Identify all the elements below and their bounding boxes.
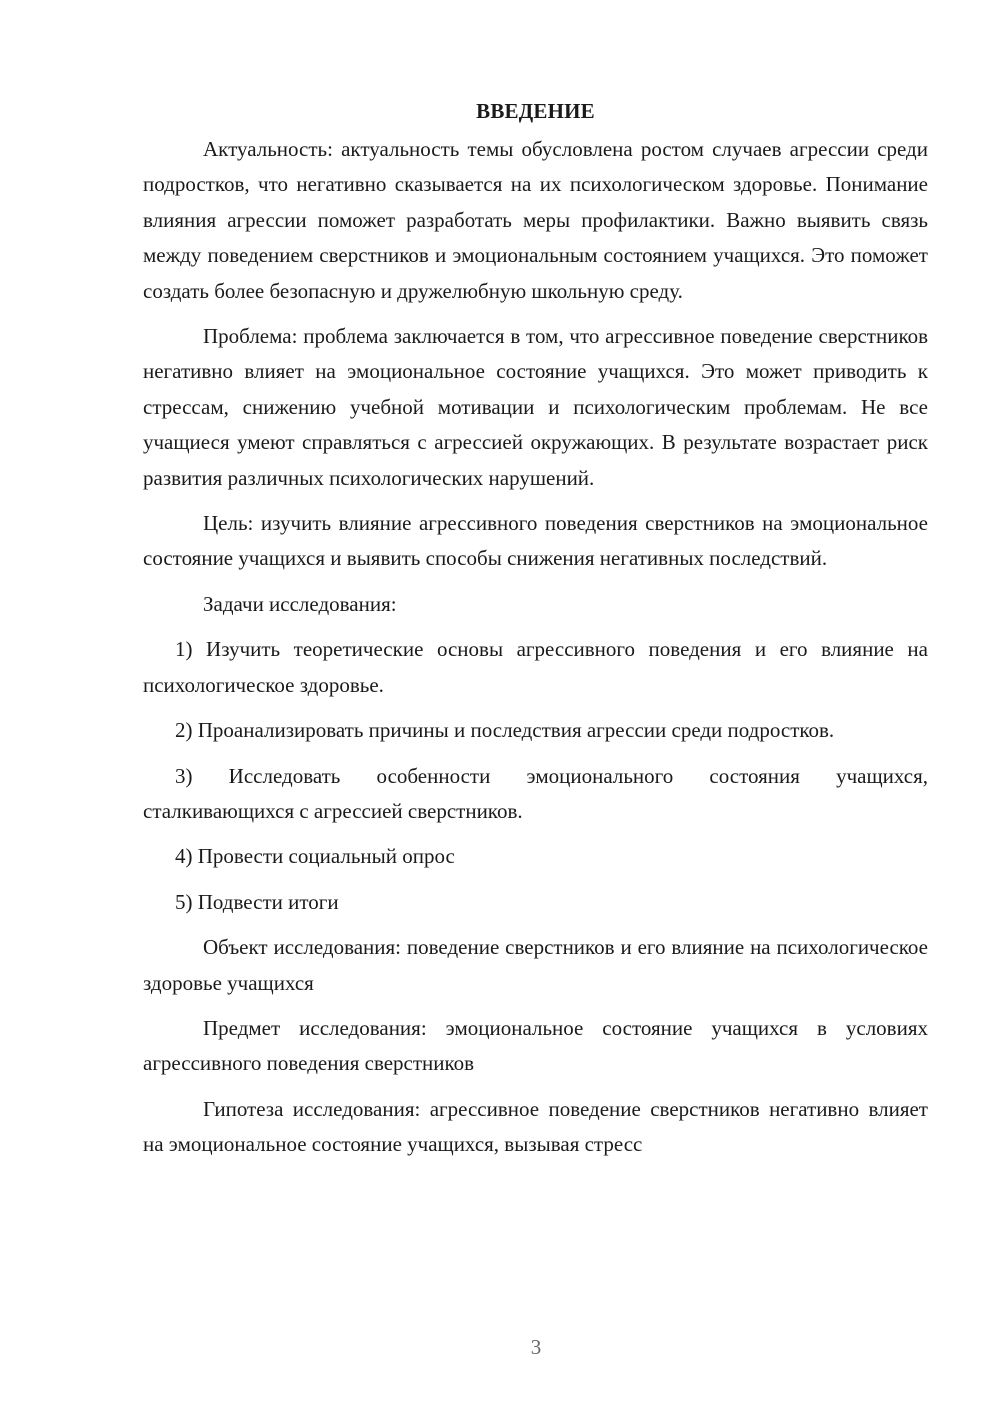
- task-item-3: 3) Исследовать особенности эмоционального состояния учащихся, сталкивающихся с агрессией сверстников.: [143, 763, 928, 823]
- object-paragraph: Объект исследования: поведение сверстников и его влияние на психологическое здоровье учащихся: [143, 935, 928, 995]
- task-item-4: 4) Провести социальный опрос: [175, 844, 455, 869]
- hypothesis-paragraph: Гипотеза исследования: агрессивное поведение сверстников негативно влияет на эмоциональное состояние учащихся, вызывая стресс: [143, 1096, 928, 1157]
- page-number: 3: [530, 1335, 542, 1359]
- page-content: [143, 94, 928, 1173]
- task-item-5: 5) Подвести итоги: [175, 889, 339, 914]
- tasks-heading: Задачи исследования:: [203, 591, 397, 616]
- task-item-1: 1) Изучить теоретические основы агрессивного поведения и его влияние на психологическое здоровье.: [143, 637, 928, 697]
- goal-paragraph: Цель: изучить влияние агрессивного поведения сверстников на эмоциональное состояние учащихся и выявить способы снижения негативных последствий.: [143, 511, 928, 571]
- task-item-2: 2) Проанализировать причины и последствия агрессии среди подростков.: [175, 718, 835, 743]
- relevance-paragraph: Актуальность: актуальность темы обусловлена ростом случаев агрессии среди подростков, что негативно сказывается на их психологическом здоровье. Понимание влияния агрессии поможет разработать меры профилактики. Важно выявить связь между поведением сверстников и эмоциональным состоянием учащихся. Это поможет создать более безопасную и дружелюбную школьную среду.: [143, 137, 928, 303]
- problem-paragraph: Проблема: проблема заключается в том, что агрессивное поведение сверстников негативно влияет на эмоциональное состояние учащихся. Это может приводить к стрессам, снижению учебной мотивации и психологическим проблемам. Не все учащиеся умеют справляться с агрессией окружающих. В результате возрастает риск развития различных психологических нарушений.: [143, 324, 928, 490]
- section-title: ВВЕДЕНИЕ: [476, 99, 595, 123]
- subject-paragraph: Предмет исследования: эмоциональное состояние учащихся в условиях агрессивного поведения сверстников: [143, 1015, 928, 1076]
